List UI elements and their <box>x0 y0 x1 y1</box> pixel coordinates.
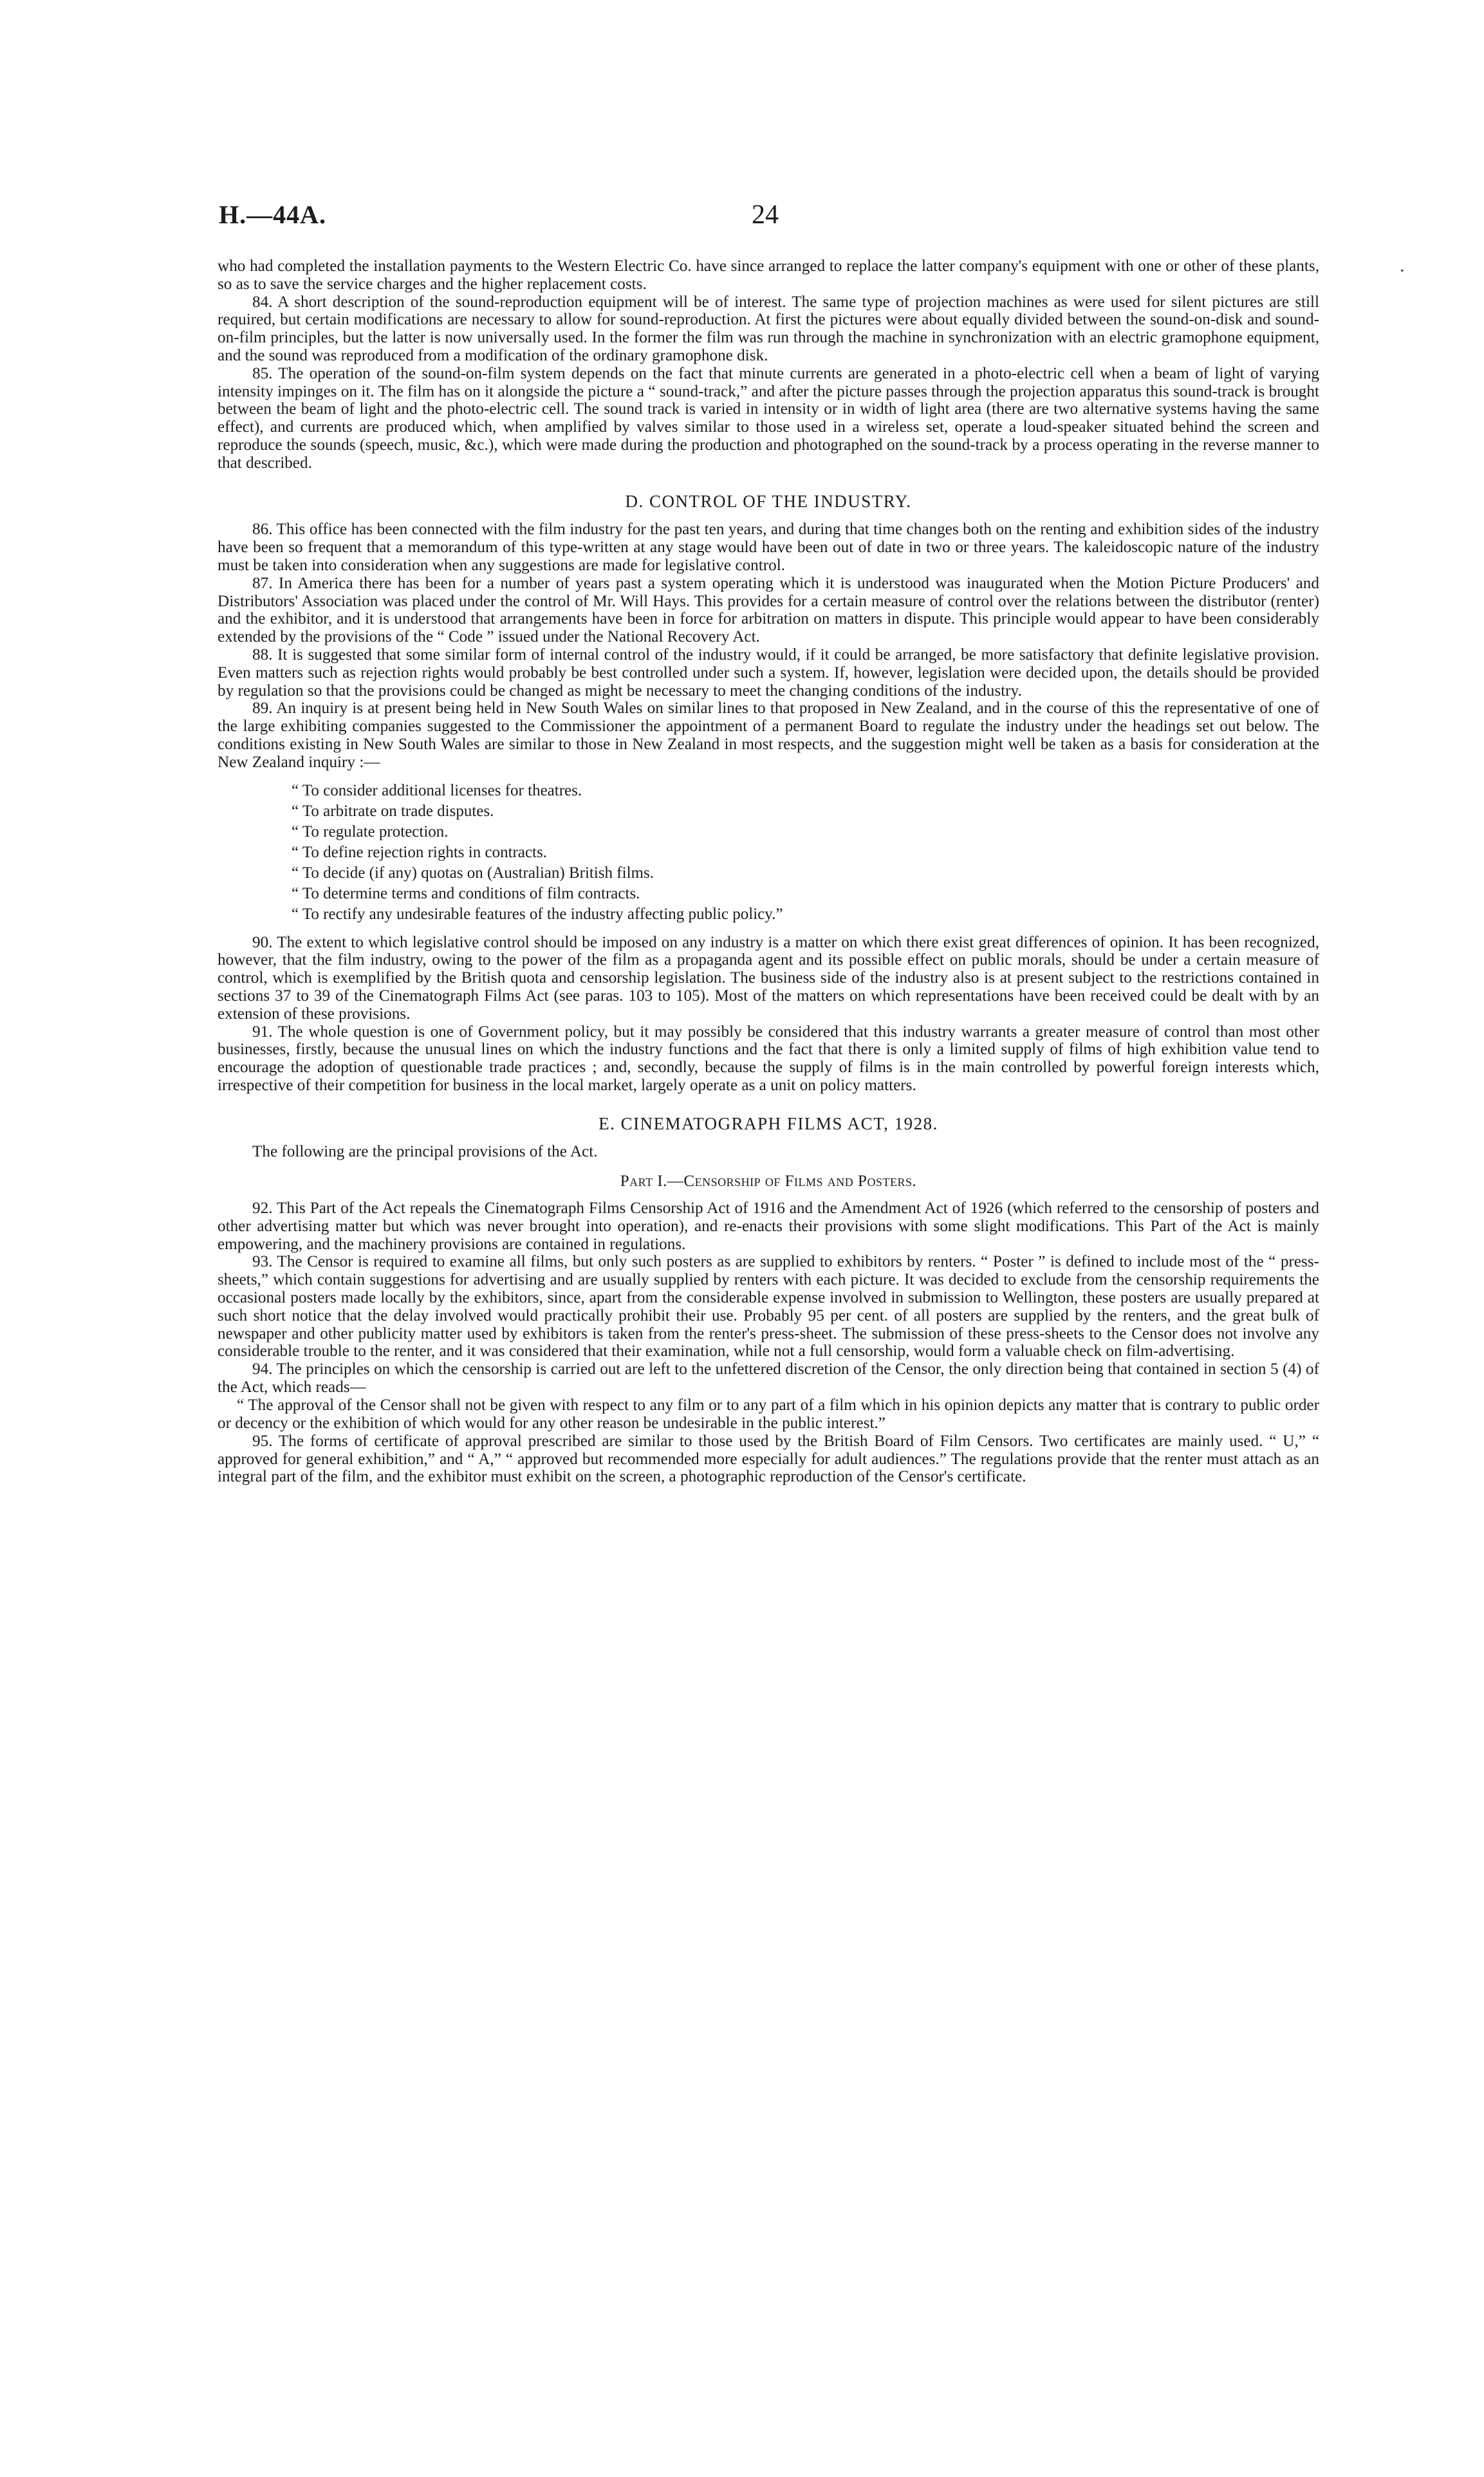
paragraph-90: 90. The extent to which legislative control should be imposed on any industry is a matter on which there exist great differences of opinion. It has been recognized, however, that the film industry, owing to the power of the film as a propaganda agent and its possible effect on public morals, should be under a certain measure of control, which is exemplified by the British quota and censorship legislation. The business side of the industry also is at present subject to the restrictions contained in sections 37 to 39 of the Cinematograph Films Act (see paras. 103 to 105). Most of the matters on which representations have been received could be dealt with by an extension of these provisions. <box>218 933 1319 1023</box>
paragraph-continued: who had completed the installation payments to the Western Electric Co. have since arranged to replace the latter company's equipment with one or other of these plants, so as to save the service charges and the higher replacement costs. <box>218 257 1319 293</box>
body-text <box>218 257 1319 1486</box>
list-item: “ To arbitrate on trade disputes. <box>292 802 494 820</box>
paragraph-93: 93. The Censor is required to examine all films, but only such posters as are supplied to exhibitors by renters. “ Poster ” is defined to include most of the “ press-sheets,” which contain suggestions for advertising and are usually supplied by renters with each picture. It was decided to exclude from the censorship requirements the occasional posters made locally by the exhibitors, since, apart from the considerable expense involved in submission to Wellington, these posters are usually prepared at such short notice that the delay involved would practically prohibit their use. Probably 95 per cent. of all posters are supplied by the renters, and the great bulk of newspaper and other publicity matter used by exhibitors is taken from the renter's press-sheet. The submission of these press-sheets to the Censor does not involve any considerable trouble to the renter, and it was considered that their examination, while not a full censorship, would form a valuable check on film-advertising. <box>218 1253 1319 1360</box>
paragraph-84: 84. A short description of the sound-reproduction equipment will be of interest. The same type of projection machines as were used for silent pictures are still required, but certain modifications are necessary to allow for sound-reproduction. At first the pictures were about equally divided between the sound-on-disk and sound-on-film principles, but the latter is now universally used. In the former the film was run through the machine in synchronization with an electric gramophone equipment, and the sound was reproduced from a modification of the ordinary gramophone disk. <box>218 293 1319 364</box>
section-5-quote: “ The approval of the Censor shall not be given with respect to any film or to any part of a film which in his opinion depicts any matter that is contrary to public order or decency or the exhibition of which would for any other reason be undesirable in the public interest.” <box>218 1396 1319 1432</box>
margin-mark: • <box>1400 266 1404 277</box>
paragraph-95: 95. The forms of certificate of approval prescribed are similar to those used by the British Board of Film Censors. Two certificates are mainly used. “ U,” “ approved for general exhibition,” and “ A,” “ approved but recommended more especially for adult audiences.” The regulations provide that the renter must attach as an integral part of the film, and the exhibitor must exhibit on the screen, a photographic reproduction of the Censor's certificate. <box>218 1432 1319 1486</box>
nsw-inquiry-headings <box>292 781 1319 925</box>
section-e-intro: The following are the principal provisions of the Act. <box>252 1143 598 1161</box>
section-e-heading: E. CINEMATOGRAPH FILMS ACT, 1928. <box>598 1113 938 1133</box>
paragraph-94: 94. The principles on which the censorship is carried out are left to the unfettered discretion of the Censor, the only direction being that contained in section 5 (4) of the Act, which reads— <box>218 1360 1319 1396</box>
list-item: “ To determine terms and conditions of film contracts. <box>292 884 640 902</box>
paragraph-91: 91. The whole question is one of Government policy, but it may possibly be considered that this industry warrants a greater measure of control than most other businesses, firstly, because the unusual lines on which the industry functions and the fact that there is only a limited supply of films of high exhibition value tend to encourage the adoption of questionable trade practices ; and, secondly, because the supply of films is in the main controlled by powerful foreign interests which, irrespective of their competition for business in the local market, largely operate as a unit on policy matters. <box>218 1023 1319 1094</box>
page-header <box>0 199 1484 238</box>
page-number: 24 <box>752 200 779 230</box>
paragraph-85: 85. The operation of the sound-on-film system depends on the fact that minute currents are generated in a photo-electric cell when a beam of light of varying intensity impinges on it. The film has on it alongside the picture a “ sound-track,” and after the picture passes through the projection apparatus this sound-track is brought between the beam of light and the photo-electric cell. The sound track is varied in intensity or in width of light area (there are two alternative systems having the same effect), and currents are produced which, when amplified by valves similar to those used in a wireless set, operate a loud-speaker situated behind the screen and reproduce the sounds (speech, music, &c.), which were made during the production and photographed on the sound-track by a process operating in the reverse manner to that described. <box>218 364 1319 472</box>
section-d-heading: D. CONTROL OF THE INDUSTRY. <box>625 491 912 511</box>
list-item: “ To regulate protection. <box>292 822 449 840</box>
document-code: H.—44A. <box>219 200 326 229</box>
list-item: “ To rectify any undesirable features of the industry affecting public policy.” <box>292 905 783 923</box>
paragraph-88: 88. It is suggested that some similar form of internal control of the industry would, if it could be arranged, be more satisfactory that definite legislative provision. Even matters such as rejection rights would probably be best controlled under such a system. If, however, legislation were decided upon, the details should be provided by regulation so that the provisions could be changed as might be necessary to meet the changing conditions of the industry. <box>218 645 1319 700</box>
paragraph-86: 86. This office has been connected with the film industry for the past ten years, and during that time changes both on the renting and exhibition sides of the industry have been so frequent that a memorandum of this type-written at any stage would have been out of date in two or three years. The kaleidoscopic nature of the industry must be taken into consideration when any suggestions are made for legislative control. <box>218 521 1319 574</box>
list-item: “ To decide (if any) quotas on (Australian) British films. <box>292 864 654 882</box>
paragraph-92: 92. This Part of the Act repeals the Cinematograph Films Censorship Act of 1916 and the Amendment Act of 1926 (which referred to the censorship of posters and other advertising matter but which was never brought into operation), and re-enacts their provisions with some slight modifications. This Part of the Act is mainly empowering, and the machinery provisions are contained in regulations. <box>218 1200 1319 1253</box>
paragraph-87: 87. In America there has been for a number of years past a system operating which it is understood was inaugurated when the Motion Picture Producers' and Distributors' Association was placed under the control of Mr. Will Hays. This provides for a certain measure of control over the relations between the distributor (renter) and the exhibitor, and it is understood that arrangements have been in force for arbitration on matters in dispute. This principle would appear to have been considerably extended by the provisions of the “ Code ” issued under the National Recovery Act. <box>218 574 1319 646</box>
list-item: “ To consider additional licenses for theatres. <box>292 781 582 799</box>
list-item: “ To define rejection rights in contracts. <box>292 843 547 861</box>
paragraph-89: 89. An inquiry is at present being held in New South Wales on similar lines to that proposed in New Zealand, and in the course of this the representative of one of the large exhibiting companies suggested to the Commissioner the appointment of a permanent Board to regulate the industry under the headings set out below. The conditions existing in New South Wales are similar to those in New Zealand in most respects, and the suggestion might well be taken as a basis for consideration at the New Zealand inquiry :— <box>218 700 1319 771</box>
part-one-heading: Part I.—Censorship of Films and Posters. <box>620 1173 917 1191</box>
